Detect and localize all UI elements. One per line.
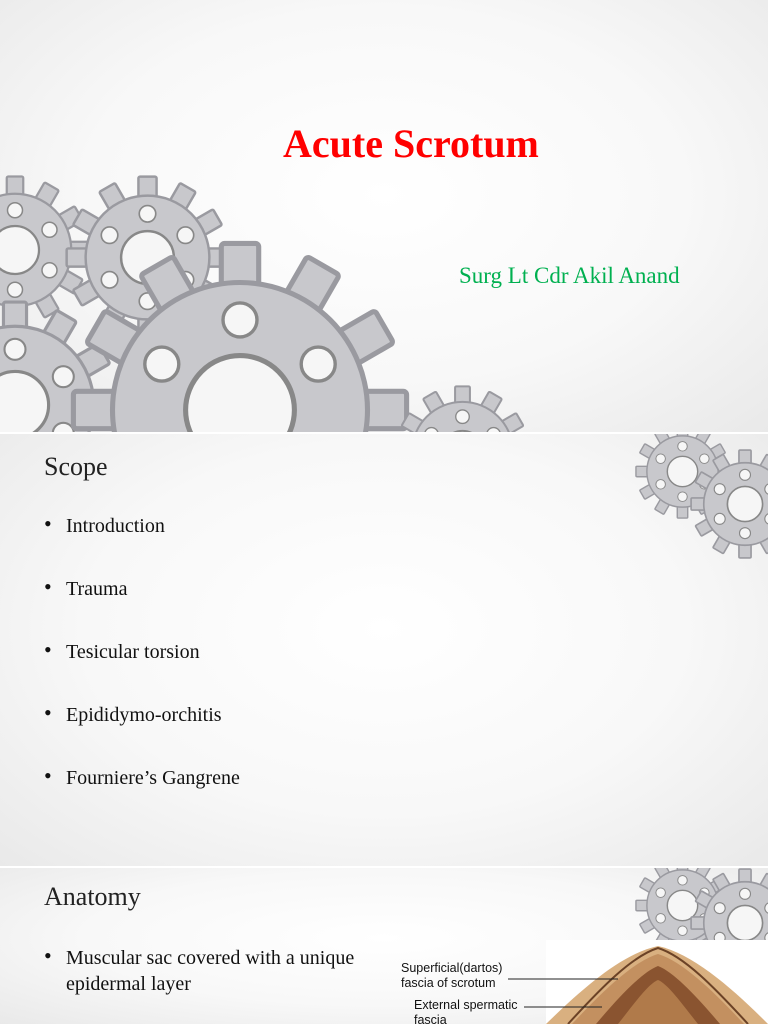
list-item-text: Fourniere’s Gangrene [66,767,240,789]
figure-label-dartos [401,961,502,991]
list-item [44,637,240,703]
list-item [44,945,366,997]
presenter-name: Surg Lt Cdr Akil Anand [459,263,680,288]
anatomy-bullet-list [44,945,366,997]
list-item-text: Introduction [66,515,165,537]
presentation-title: Acute Scrotum [283,121,539,166]
scope-slide [0,434,768,866]
gear-icon [70,240,410,432]
bullet-dot-icon: • [44,637,52,662]
anatomy-slide [0,868,768,1024]
anatomy-heading: Anatomy [44,882,141,911]
title-slide [0,0,768,432]
bullet-dot-icon: • [44,511,52,536]
scope-heading: Scope [44,452,108,481]
list-item [44,763,240,829]
bullet-dot-icon: • [44,943,52,968]
list-item-text: Muscular sac covered with a unique epidermal layer [66,947,355,995]
list-item [44,700,240,766]
figure-label-line: fascia of scrotum [401,976,496,990]
scope-bullet-list [44,511,240,829]
list-item [44,511,240,577]
figure-label-line: External spermatic [414,998,518,1012]
list-item-text: Trauma [66,578,128,600]
list-item-text: Tesicular torsion [66,641,200,663]
gear-icon [395,385,530,432]
bullet-dot-icon: • [44,574,52,599]
figure-label-external-spermatic [414,998,518,1024]
list-item [44,574,240,640]
bullet-dot-icon: • [44,700,52,725]
bullet-dot-icon: • [44,763,52,788]
list-item-text: Epididymo-orchitis [66,704,222,726]
scrotum-anatomy-figure [396,940,768,1024]
figure-label-line: fascia [414,1013,447,1024]
gear-icon [690,449,768,559]
figure-label-line: Superficial(dartos) [401,961,503,975]
